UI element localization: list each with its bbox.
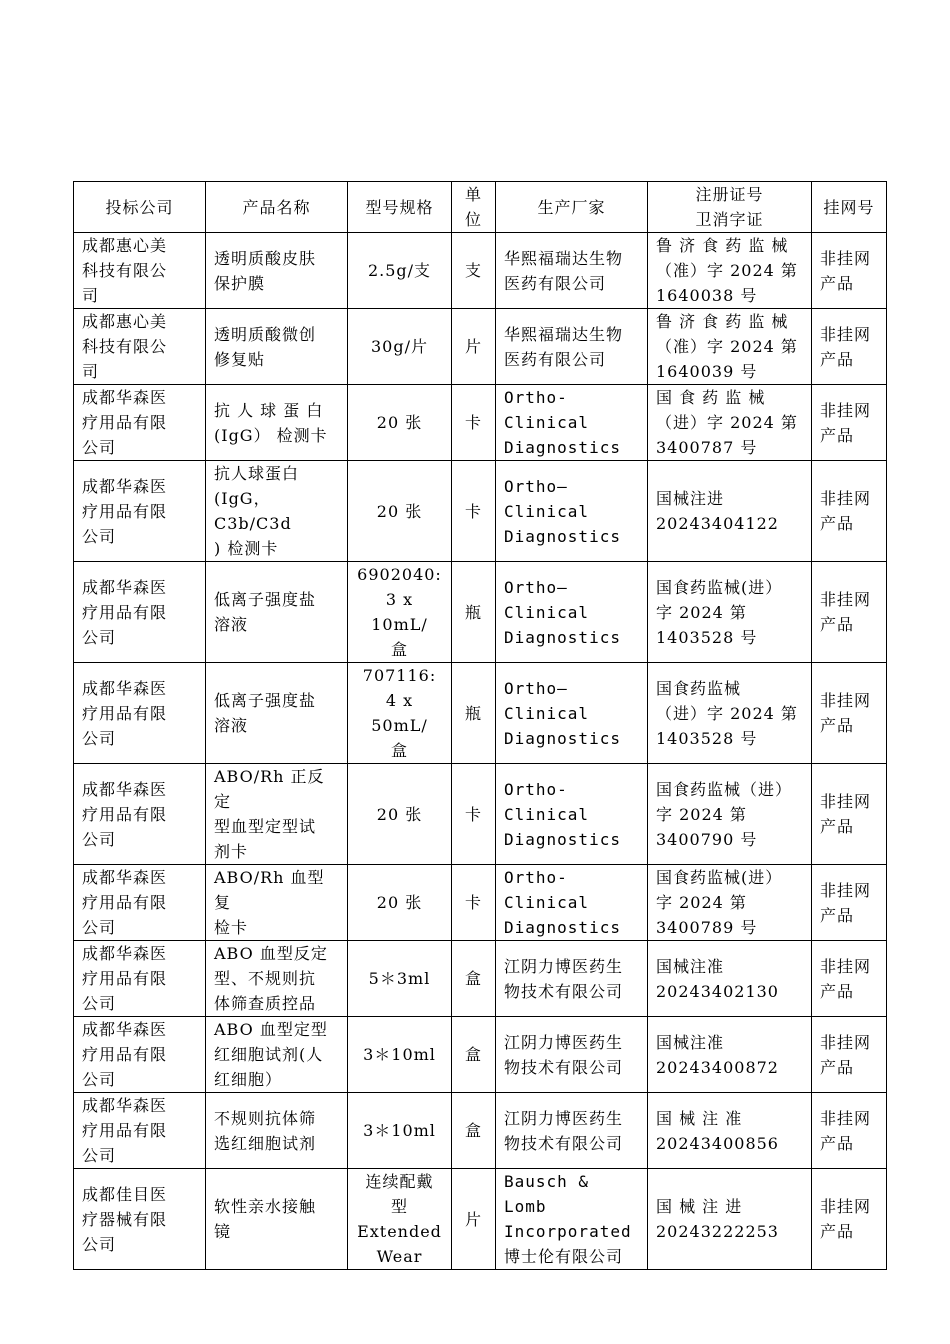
company-cell: 成都华森医 疗用品有限 公司	[74, 385, 206, 461]
unit-cell: 盒	[452, 1093, 496, 1169]
listing-cell: 非挂网 产品	[812, 663, 887, 764]
table-row	[74, 865, 887, 941]
listing-cell: 非挂网 产品	[812, 562, 887, 663]
manufacturer-cell: Ortho— Clinical Diagnostics	[496, 461, 648, 562]
table-row	[74, 1017, 887, 1093]
company-cell: 成都华森医 疗用品有限 公司	[74, 764, 206, 865]
registration-cell: 国 械 注 进 20243222253	[648, 1169, 812, 1270]
listing-cell: 非挂网 产品	[812, 1169, 887, 1270]
product-name-cell: ABO/Rh 血型复 检卡	[206, 865, 348, 941]
header-company: 投标公司	[74, 182, 206, 233]
listing-cell: 非挂网 产品	[812, 865, 887, 941]
listing-cell: 非挂网 产品	[812, 461, 887, 562]
header-registration: 注册证号 卫消字证	[648, 182, 812, 233]
company-cell: 成都华森医 疗用品有限 公司	[74, 562, 206, 663]
unit-cell: 瓶	[452, 562, 496, 663]
spec-cell: 3＊10ml	[348, 1017, 452, 1093]
manufacturer-cell: 华熙福瑞达生物 医药有限公司	[496, 309, 648, 385]
company-cell: 成都华森医 疗用品有限 公司	[74, 461, 206, 562]
product-name-cell: 软性亲水接触 镜	[206, 1169, 348, 1270]
spec-cell: 20 张	[348, 764, 452, 865]
registration-cell: 国食药监械(进） 字 2024 第 3400789 号	[648, 865, 812, 941]
company-cell: 成都佳目医 疗器械有限 公司	[74, 1169, 206, 1270]
manufacturer-cell: 江阴力博医药生 物技术有限公司	[496, 941, 648, 1017]
manufacturer-cell: 江阴力博医药生 物技术有限公司	[496, 1093, 648, 1169]
product-table	[73, 181, 887, 1270]
registration-cell: 国食药监械（进） 字 2024 第 3400790 号	[648, 764, 812, 865]
registration-cell: 国 械 注 准 20243400856	[648, 1093, 812, 1169]
manufacturer-cell: Ortho— Clinical Diagnostics	[496, 663, 648, 764]
product-name-cell: 不规则抗体筛 选红细胞试剂	[206, 1093, 348, 1169]
unit-cell: 卡	[452, 385, 496, 461]
manufacturer-cell: Ortho-Clinical Diagnostics	[496, 865, 648, 941]
table-row	[74, 233, 887, 309]
table-row	[74, 562, 887, 663]
manufacturer-cell: Ortho— Clinical Diagnostics	[496, 562, 648, 663]
table-row	[74, 941, 887, 1017]
unit-cell: 盒	[452, 1017, 496, 1093]
table-row	[74, 385, 887, 461]
listing-cell: 非挂网 产品	[812, 233, 887, 309]
product-name-cell: ABO 血型反定 型、不规则抗 体筛查质控品	[206, 941, 348, 1017]
header-product: 产品名称	[206, 182, 348, 233]
manufacturer-cell: Bausch & Lomb Incorporated 博士伦有限公司	[496, 1169, 648, 1270]
spec-cell: 20 张	[348, 865, 452, 941]
unit-cell: 盒	[452, 941, 496, 1017]
header-maker: 生产厂家	[496, 182, 648, 233]
spec-cell: 30g/片	[348, 309, 452, 385]
header-listing: 挂网号	[812, 182, 887, 233]
listing-cell: 非挂网 产品	[812, 309, 887, 385]
table-row	[74, 309, 887, 385]
header-spec: 型号规格	[348, 182, 452, 233]
manufacturer-cell: Ortho-Clinical Diagnostics	[496, 385, 648, 461]
manufacturer-cell: 华熙福瑞达生物 医药有限公司	[496, 233, 648, 309]
registration-cell: 国食药监械(进） 字 2024 第 1403528 号	[648, 562, 812, 663]
unit-cell: 瓶	[452, 663, 496, 764]
spec-cell: 2.5g/支	[348, 233, 452, 309]
table-row	[74, 663, 887, 764]
registration-cell: 鲁 济 食 药 监 械 （准）字 2024 第 1640039 号	[648, 309, 812, 385]
listing-cell: 非挂网 产品	[812, 941, 887, 1017]
spec-cell: 连续配戴 型 Extended Wear	[348, 1169, 452, 1270]
product-name-cell: 低离子强度盐 溶液	[206, 562, 348, 663]
company-cell: 成都华森医 疗用品有限 公司	[74, 1017, 206, 1093]
listing-cell: 非挂网 产品	[812, 1017, 887, 1093]
spec-cell: 3＊10ml	[348, 1093, 452, 1169]
product-name-cell: 透明质酸皮肤 保护膜	[206, 233, 348, 309]
product-name-cell: ABO/Rh 正反定 型血型定型试 剂卡	[206, 764, 348, 865]
table-header-row	[74, 182, 887, 233]
listing-cell: 非挂网 产品	[812, 1093, 887, 1169]
registration-cell: 国食药监械 （进）字 2024 第 1403528 号	[648, 663, 812, 764]
header-unit: 单 位	[452, 182, 496, 233]
registration-cell: 国械注准 20243402130	[648, 941, 812, 1017]
table-row	[74, 1093, 887, 1169]
company-cell: 成都华森医 疗用品有限 公司	[74, 865, 206, 941]
manufacturer-cell: Ortho-Clinical Diagnostics	[496, 764, 648, 865]
product-name-cell: 透明质酸微创 修复贴	[206, 309, 348, 385]
product-name-cell: 低离子强度盐 溶液	[206, 663, 348, 764]
company-cell: 成都华森医 疗用品有限 公司	[74, 941, 206, 1017]
product-name-cell: 抗人球蛋白 (IgG，C3b/C3d ) 检测卡	[206, 461, 348, 562]
unit-cell: 卡	[452, 764, 496, 865]
registration-cell: 鲁 济 食 药 监 械 （准）字 2024 第 1640038 号	[648, 233, 812, 309]
table-row	[74, 764, 887, 865]
unit-cell: 片	[452, 1169, 496, 1270]
registration-cell: 国 食 药 监 械 （进）字 2024 第 3400787 号	[648, 385, 812, 461]
spec-cell: 20 张	[348, 385, 452, 461]
manufacturer-cell: 江阴力博医药生 物技术有限公司	[496, 1017, 648, 1093]
spec-cell: 707116: 4 x 50mL/ 盒	[348, 663, 452, 764]
company-cell: 成都惠心美 科技有限公 司	[74, 233, 206, 309]
spec-cell: 6902040: 3 x 10mL/ 盒	[348, 562, 452, 663]
listing-cell: 非挂网 产品	[812, 385, 887, 461]
unit-cell: 支	[452, 233, 496, 309]
company-cell: 成都华森医 疗用品有限 公司	[74, 663, 206, 764]
spec-cell: 20 张	[348, 461, 452, 562]
company-cell: 成都惠心美 科技有限公 司	[74, 309, 206, 385]
product-name-cell: ABO 血型定型 红细胞试剂(人 红细胞）	[206, 1017, 348, 1093]
company-cell: 成都华森医 疗用品有限 公司	[74, 1093, 206, 1169]
unit-cell: 卡	[452, 865, 496, 941]
registration-cell: 国械注准 20243400872	[648, 1017, 812, 1093]
unit-cell: 卡	[452, 461, 496, 562]
listing-cell: 非挂网 产品	[812, 764, 887, 865]
registration-cell: 国械注进 20243404122	[648, 461, 812, 562]
table-row	[74, 1169, 887, 1270]
product-name-cell: 抗 人 球 蛋 白 (IgG） 检测卡	[206, 385, 348, 461]
unit-cell: 片	[452, 309, 496, 385]
table-row	[74, 461, 887, 562]
spec-cell: 5＊3ml	[348, 941, 452, 1017]
